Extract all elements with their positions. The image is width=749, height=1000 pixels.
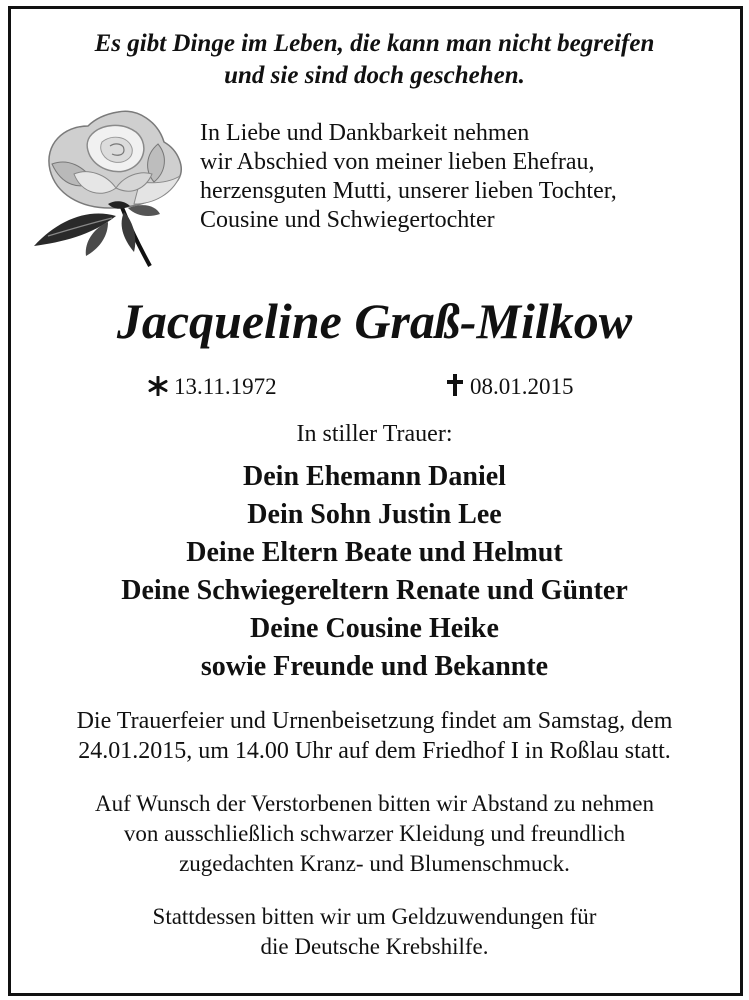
- star-asterisk-icon: [148, 376, 168, 396]
- intro-line: wir Abschied von meiner lieben Ehefrau,: [200, 149, 595, 175]
- deceased-name: Jacqueline Graß-Milkow: [116, 293, 633, 349]
- intro-line: In Liebe und Dankbarkeit nehmen: [200, 120, 530, 146]
- death-date-value: 08.01.2015: [470, 374, 574, 399]
- motto: [0, 28, 749, 92]
- request-line: zugedachten Kranz- und Blumenschmuck.: [179, 851, 570, 876]
- intro-text: [200, 119, 730, 235]
- death-date: [446, 372, 574, 402]
- mourner: Deine Cousine Heike: [250, 613, 499, 644]
- birth-date-value: 13.11.1972: [174, 374, 277, 399]
- birth-date: [148, 372, 277, 402]
- mourner: Dein Ehemann Daniel: [243, 461, 506, 492]
- motto-line: und sie sind doch geschehen.: [224, 62, 525, 89]
- intro-line: herzensguten Mutti, unserer lieben Tochter,: [200, 178, 617, 204]
- mourner: Deine Schwiegereltern Renate und Günter: [121, 575, 628, 606]
- request-line: von ausschließlich schwarzer Kleidung und freundlich: [123, 821, 626, 846]
- ceremony-line: 24.01.2015, um 14.00 Uhr auf dem Friedhof I in Roßlau statt.: [78, 738, 671, 764]
- intro-line: Cousine und Schwiegertochter: [200, 207, 495, 233]
- rose-icon: [28, 104, 190, 269]
- donation-request: [0, 902, 749, 962]
- mourning-heading: In stiller Trauer:: [296, 421, 453, 447]
- ceremony-info: [0, 706, 749, 766]
- motto-line: Es gibt Dinge im Leben, die kann man nicht begreifen: [94, 30, 655, 57]
- cross-icon: [446, 374, 464, 396]
- mourner: Deine Eltern Beate und Helmut: [186, 537, 563, 568]
- donation-line: die Deutsche Krebshilfe.: [260, 934, 489, 959]
- mourner: Dein Sohn Justin Lee: [247, 499, 502, 530]
- mourner: sowie Freunde und Bekannte: [200, 651, 549, 682]
- donation-line: Stattdessen bitten wir um Geldzuwendungen für: [152, 904, 597, 929]
- request-line: Auf Wunsch der Verstorbenen bitten wir Abstand zu nehmen: [94, 791, 655, 816]
- ceremony-line: Die Trauerfeier und Urnenbeisetzung findet am Samstag, dem: [76, 708, 673, 734]
- mourners-list: [0, 458, 749, 686]
- dress-request: [0, 789, 749, 879]
